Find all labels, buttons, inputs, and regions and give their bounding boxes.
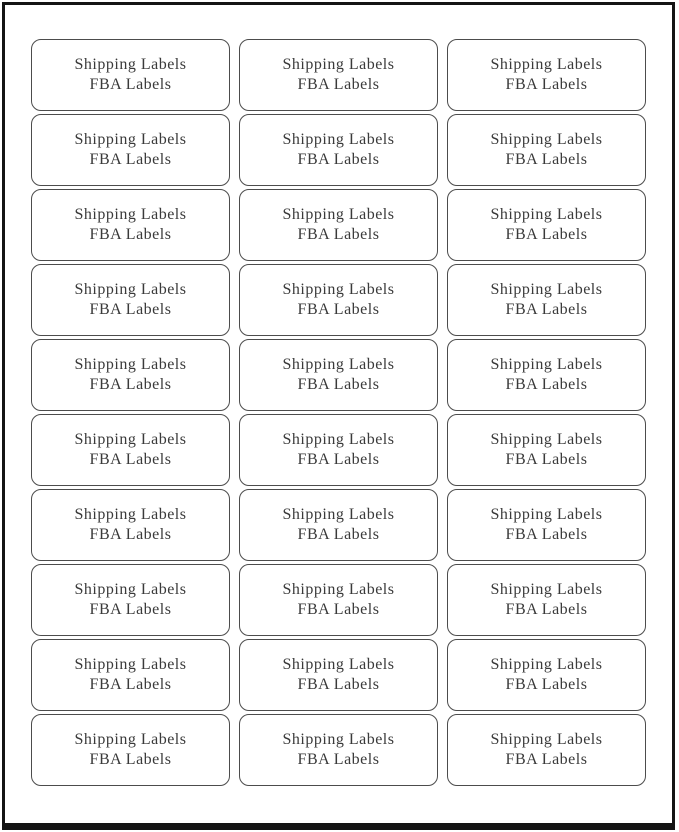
label-title-line: Shipping Labels xyxy=(490,731,603,748)
label-cell xyxy=(447,339,646,411)
label-title-line: Shipping Labels xyxy=(282,56,395,73)
label-subtitle-line: FBA Labels xyxy=(297,601,380,618)
label-subtitle-line: FBA Labels xyxy=(89,151,172,168)
label-title-line: Shipping Labels xyxy=(490,56,603,73)
label-title-line: Shipping Labels xyxy=(282,581,395,598)
label-title-line: Shipping Labels xyxy=(74,206,187,223)
label-cell xyxy=(239,114,438,186)
label-subtitle-line: FBA Labels xyxy=(297,526,380,543)
label-title-line: Shipping Labels xyxy=(74,506,187,523)
label-cell xyxy=(239,39,438,111)
label-subtitle-line: FBA Labels xyxy=(505,226,588,243)
label-title-line: Shipping Labels xyxy=(490,656,603,673)
label-subtitle-line: FBA Labels xyxy=(505,676,588,693)
label-subtitle-line: FBA Labels xyxy=(89,376,172,393)
label-subtitle-line: FBA Labels xyxy=(297,376,380,393)
label-subtitle-line: FBA Labels xyxy=(505,751,588,768)
label-subtitle-line: FBA Labels xyxy=(505,151,588,168)
label-title-line: Shipping Labels xyxy=(490,356,603,373)
label-subtitle-line: FBA Labels xyxy=(297,751,380,768)
label-title-line: Shipping Labels xyxy=(74,656,187,673)
label-cell xyxy=(31,714,230,786)
label-title-line: Shipping Labels xyxy=(74,56,187,73)
label-cell xyxy=(31,264,230,336)
label-title-line: Shipping Labels xyxy=(282,131,395,148)
label-subtitle-line: FBA Labels xyxy=(297,151,380,168)
label-cell xyxy=(447,714,646,786)
label-cell xyxy=(447,114,646,186)
label-subtitle-line: FBA Labels xyxy=(89,451,172,468)
label-subtitle-line: FBA Labels xyxy=(297,226,380,243)
label-title-line: Shipping Labels xyxy=(282,356,395,373)
label-title-line: Shipping Labels xyxy=(282,656,395,673)
label-subtitle-line: FBA Labels xyxy=(297,76,380,93)
label-subtitle-line: FBA Labels xyxy=(505,601,588,618)
label-subtitle-line: FBA Labels xyxy=(89,226,172,243)
label-title-line: Shipping Labels xyxy=(490,131,603,148)
label-subtitle-line: FBA Labels xyxy=(505,526,588,543)
label-title-line: Shipping Labels xyxy=(490,281,603,298)
label-cell xyxy=(31,564,230,636)
label-cell xyxy=(239,564,438,636)
label-title-line: Shipping Labels xyxy=(282,731,395,748)
label-cell xyxy=(239,714,438,786)
label-title-line: Shipping Labels xyxy=(74,431,187,448)
sheet-frame xyxy=(2,2,675,830)
label-cell xyxy=(31,489,230,561)
label-subtitle-line: FBA Labels xyxy=(297,451,380,468)
label-title-line: Shipping Labels xyxy=(282,281,395,298)
label-subtitle-line: FBA Labels xyxy=(505,301,588,318)
label-title-line: Shipping Labels xyxy=(282,431,395,448)
label-title-line: Shipping Labels xyxy=(490,581,603,598)
label-subtitle-line: FBA Labels xyxy=(297,676,380,693)
label-title-line: Shipping Labels xyxy=(490,206,603,223)
label-cell xyxy=(447,264,646,336)
label-subtitle-line: FBA Labels xyxy=(505,376,588,393)
label-cell xyxy=(239,639,438,711)
label-subtitle-line: FBA Labels xyxy=(505,451,588,468)
label-cell xyxy=(31,189,230,261)
label-subtitle-line: FBA Labels xyxy=(89,601,172,618)
label-subtitle-line: FBA Labels xyxy=(89,301,172,318)
label-subtitle-line: FBA Labels xyxy=(89,76,172,93)
label-subtitle-line: FBA Labels xyxy=(297,301,380,318)
label-title-line: Shipping Labels xyxy=(282,206,395,223)
label-subtitle-line: FBA Labels xyxy=(505,76,588,93)
label-title-line: Shipping Labels xyxy=(490,431,603,448)
label-subtitle-line: FBA Labels xyxy=(89,676,172,693)
label-cell xyxy=(239,189,438,261)
label-title-line: Shipping Labels xyxy=(74,281,187,298)
label-title-line: Shipping Labels xyxy=(74,731,187,748)
label-cell xyxy=(239,339,438,411)
label-cell xyxy=(447,564,646,636)
label-cell xyxy=(31,114,230,186)
label-cell xyxy=(239,489,438,561)
label-cell xyxy=(31,339,230,411)
label-title-line: Shipping Labels xyxy=(490,506,603,523)
label-title-line: Shipping Labels xyxy=(74,131,187,148)
label-cell xyxy=(239,414,438,486)
label-cell xyxy=(239,264,438,336)
label-cell xyxy=(31,639,230,711)
label-cell xyxy=(447,489,646,561)
label-cell xyxy=(447,189,646,261)
label-subtitle-line: FBA Labels xyxy=(89,751,172,768)
label-title-line: Shipping Labels xyxy=(282,506,395,523)
label-grid xyxy=(31,39,646,786)
label-cell xyxy=(447,639,646,711)
label-cell xyxy=(31,414,230,486)
label-title-line: Shipping Labels xyxy=(74,356,187,373)
label-title-line: Shipping Labels xyxy=(74,581,187,598)
label-cell xyxy=(31,39,230,111)
label-cell xyxy=(447,414,646,486)
label-subtitle-line: FBA Labels xyxy=(89,526,172,543)
label-cell xyxy=(447,39,646,111)
